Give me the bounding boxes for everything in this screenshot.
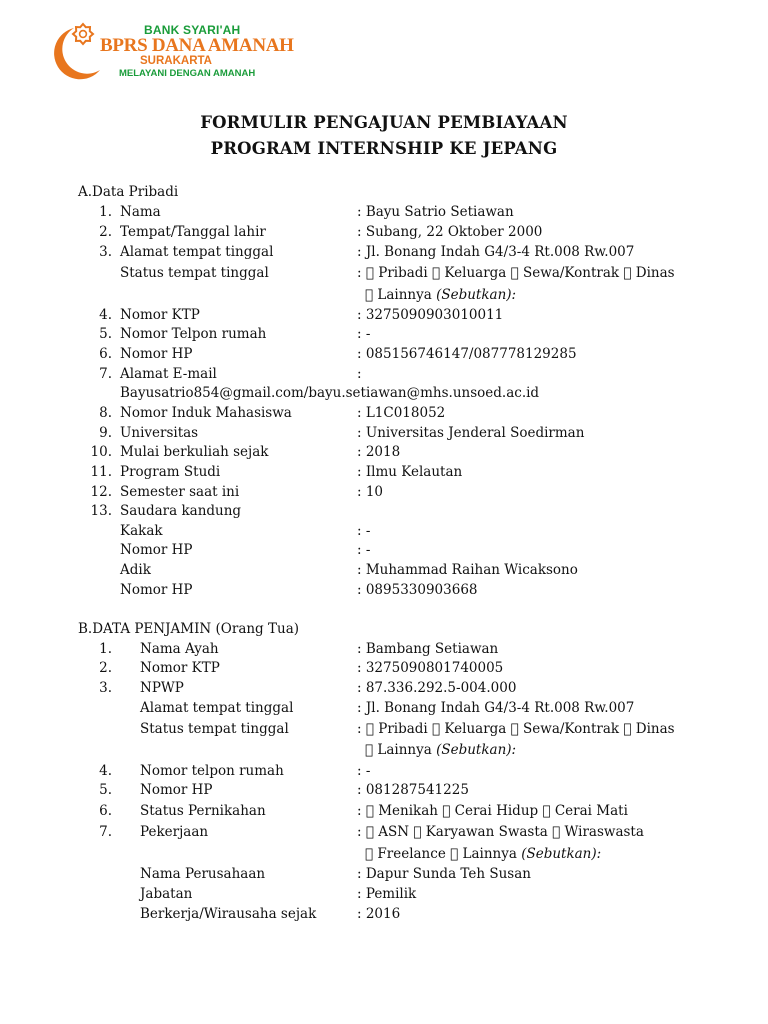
field-label: Universitas bbox=[120, 425, 199, 441]
form-row bbox=[0, 761, 768, 781]
form-row bbox=[0, 202, 768, 222]
field-label: Adik bbox=[120, 562, 151, 578]
row-number: 4. bbox=[99, 307, 112, 323]
form-row bbox=[0, 560, 768, 580]
row-number: 1. bbox=[99, 641, 112, 657]
row-number: 7. bbox=[99, 366, 112, 382]
field-label: Bayusatrio854@gmail.com/bayu.setiawan@mhs.unsoed.ac.id bbox=[120, 385, 540, 401]
form-row bbox=[0, 442, 768, 462]
field-value: : - bbox=[357, 542, 371, 558]
field-value: : 87.336.292.5-004.000 bbox=[357, 680, 517, 696]
field-value: : Subang, 22 Oktober 2000 bbox=[357, 224, 543, 240]
field-value: : Pribadi Keluarga Sewa/Kontrak Dinas bbox=[357, 265, 625, 281]
field-label: Jabatan bbox=[140, 886, 193, 902]
form-row bbox=[0, 639, 768, 659]
row-number: 3. bbox=[99, 244, 112, 260]
field-label: NPWP bbox=[140, 680, 184, 696]
field-value: : ASN Karyawan Swasta Wiraswasta bbox=[357, 824, 607, 840]
row-number: 7. bbox=[99, 824, 112, 840]
logo-name-text: BPRS DANA AMANAH bbox=[100, 35, 294, 56]
form-row bbox=[0, 540, 768, 560]
field-label: Nomor HP bbox=[140, 782, 213, 798]
field-value: : Bayu Satrio Setiawan bbox=[357, 204, 514, 220]
crescent-star-icon bbox=[48, 22, 104, 82]
form-title-line2: PROGRAM INTERNSHIP KE JEPANG bbox=[210, 139, 558, 158]
field-value: : 3275090903010011 bbox=[357, 307, 504, 323]
field-hint: (Sebutkan): bbox=[423, 287, 504, 303]
form-row bbox=[0, 305, 768, 325]
row-number: 13. bbox=[90, 503, 112, 519]
form-row bbox=[0, 403, 768, 423]
field-label: Kakak bbox=[120, 523, 163, 539]
form-row bbox=[0, 364, 768, 384]
field-label: Status tempat tinggal bbox=[120, 265, 269, 281]
field-value: : 081287541225 bbox=[357, 782, 469, 798]
field-value: : 3275090801740005 bbox=[357, 660, 504, 676]
row-number: 1. bbox=[99, 204, 112, 220]
row-number: 4. bbox=[99, 763, 112, 779]
field-label: Nomor Telpon rumah bbox=[120, 326, 267, 342]
row-number: 8. bbox=[99, 405, 112, 421]
field-label: Nomor KTP bbox=[140, 660, 220, 676]
logo-tagline-text: MELAYANI DENGAN AMANAH bbox=[119, 68, 256, 79]
logo-bank-text: BANK SYARI'AH bbox=[144, 23, 241, 37]
row-number: 2. bbox=[99, 224, 112, 240]
row-number: 9. bbox=[99, 425, 112, 441]
field-label: Semester saat ini bbox=[120, 484, 240, 500]
field-value: : L1C018052 bbox=[357, 405, 446, 421]
field-value: : Pemilik bbox=[357, 886, 417, 902]
field-value: : Dapur Sunda Teh Susan bbox=[357, 866, 531, 882]
field-label: Alamat tempat tinggal bbox=[120, 244, 274, 260]
section-a-heading: A.Data Pribadi bbox=[78, 184, 179, 200]
field-value: : - bbox=[357, 763, 371, 779]
field-value: : bbox=[357, 366, 362, 382]
row-number: 6. bbox=[99, 346, 112, 362]
form-row bbox=[0, 698, 768, 718]
field-label: Status Pernikahan bbox=[140, 803, 266, 819]
field-label: Nomor HP bbox=[120, 542, 193, 558]
row-number: 5. bbox=[99, 326, 112, 342]
form-row bbox=[0, 719, 768, 739]
row-number: 10. bbox=[90, 444, 112, 460]
form-row bbox=[0, 844, 768, 864]
form-row bbox=[0, 263, 768, 283]
field-hint: (Sebutkan): bbox=[423, 742, 504, 758]
field-label: Status tempat tinggal bbox=[140, 721, 289, 737]
form-row bbox=[0, 482, 768, 502]
field-label: Nama Perusahaan bbox=[140, 866, 266, 882]
row-number: 3. bbox=[99, 680, 112, 696]
field-value: : - bbox=[357, 326, 371, 342]
field-value: : 0895330903668 bbox=[357, 582, 478, 598]
field-value: : Menikah Cerai Hidup Cerai Mati bbox=[357, 803, 591, 819]
form-row bbox=[0, 822, 768, 842]
field-label: Alamat tempat tinggal bbox=[140, 700, 294, 716]
field-hint: (Sebutkan): bbox=[496, 846, 577, 862]
field-value: : Pribadi Keluarga Sewa/Kontrak Dinas bbox=[357, 721, 625, 737]
form-row bbox=[0, 658, 768, 678]
form-row bbox=[0, 462, 768, 482]
section-b-heading: B.DATA PENJAMIN (Orang Tua) bbox=[78, 621, 300, 637]
form-row bbox=[0, 383, 768, 403]
form-row bbox=[0, 801, 768, 821]
form-row bbox=[0, 521, 768, 541]
field-value: Lainnya (Sebutkan): bbox=[365, 285, 516, 305]
field-label: Nomor HP bbox=[120, 582, 193, 598]
field-label: Saudara kandung bbox=[120, 503, 242, 519]
field-label: Nomor telpon rumah bbox=[140, 763, 284, 779]
field-value: : 2018 bbox=[357, 444, 401, 460]
section-a-heading-row bbox=[0, 182, 768, 202]
field-value: : Jl. Bonang Indah G4/3-4 Rt.008 Rw.007 bbox=[357, 700, 635, 716]
field-label: Program Studi bbox=[120, 464, 221, 480]
row-number: 12. bbox=[90, 484, 112, 500]
field-label: Nomor Induk Mahasiswa bbox=[120, 405, 292, 421]
form-row bbox=[0, 222, 768, 242]
field-value: : Ilmu Kelautan bbox=[357, 464, 463, 480]
field-label: Mulai berkuliah sejak bbox=[120, 444, 269, 460]
field-value: : - bbox=[357, 523, 371, 539]
field-value: : 2016 bbox=[357, 906, 401, 922]
field-label: Pekerjaan bbox=[140, 824, 209, 840]
row-number: 6. bbox=[99, 803, 112, 819]
form-title-line1: FORMULIR PENGAJUAN PEMBIAYAAN bbox=[200, 113, 568, 132]
form-row bbox=[0, 580, 768, 600]
field-label: Nama Ayah bbox=[140, 641, 219, 657]
row-number: 2. bbox=[99, 660, 112, 676]
form-row bbox=[0, 501, 768, 521]
form-row bbox=[0, 423, 768, 443]
form-row bbox=[0, 285, 768, 305]
field-value: : 085156746147/087778129285 bbox=[357, 346, 577, 362]
form-row bbox=[0, 344, 768, 364]
field-label: Berkerja/Wirausaha sejak bbox=[140, 906, 317, 922]
field-label: Nama bbox=[120, 204, 161, 220]
form-row bbox=[0, 324, 768, 344]
field-value: : Universitas Jenderal Soedirman bbox=[357, 425, 585, 441]
form-row bbox=[0, 242, 768, 262]
form-row bbox=[0, 864, 768, 884]
field-label: Tempat/Tanggal lahir bbox=[120, 224, 266, 240]
field-value: Lainnya (Sebutkan): bbox=[365, 740, 516, 760]
logo-city-text: SURAKARTA bbox=[140, 55, 212, 67]
field-value: : 10 bbox=[357, 484, 384, 500]
form-row bbox=[0, 884, 768, 904]
field-label: Alamat E-mail bbox=[120, 366, 217, 382]
row-number: 11. bbox=[90, 464, 112, 480]
row-number: 5. bbox=[99, 782, 112, 798]
form-row bbox=[0, 740, 768, 760]
field-label: Nomor HP bbox=[120, 346, 193, 362]
form-row bbox=[0, 904, 768, 924]
field-value: : Muhammad Raihan Wicaksono bbox=[357, 562, 578, 578]
field-value: : Jl. Bonang Indah G4/3-4 Rt.008 Rw.007 bbox=[357, 244, 635, 260]
form-row bbox=[0, 678, 768, 698]
section-b-heading-row bbox=[0, 619, 768, 639]
field-value: Freelance Lainnya (Sebutkan): bbox=[365, 844, 601, 864]
bank-logo bbox=[48, 22, 294, 82]
form-row bbox=[0, 780, 768, 800]
field-value: : Bambang Setiawan bbox=[357, 641, 499, 657]
field-label: Nomor KTP bbox=[120, 307, 200, 323]
